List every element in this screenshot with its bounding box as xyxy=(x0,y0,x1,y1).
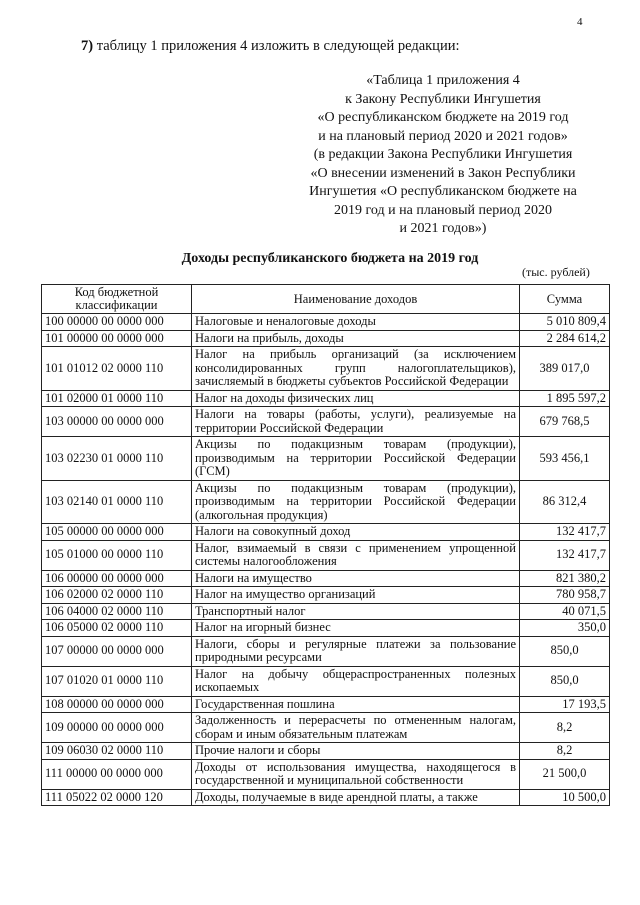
row-sum: 389 017,0 xyxy=(520,347,610,391)
row-code: 103 00000 00 0000 000 xyxy=(42,407,192,437)
row-name: Налог, взимаемый в связи с применением упрощенной системы налогообложения xyxy=(192,540,520,570)
row-sum: 1 895 597,2 xyxy=(520,390,610,407)
table-row xyxy=(42,570,610,587)
heading-line: «О республиканском бюджете на 2019 год xyxy=(317,110,569,125)
row-sum: 132 417,7 xyxy=(520,524,610,541)
row-name: Доходы от использования имущества, находящегося в государственной и муниципальной собственности xyxy=(192,759,520,789)
row-code: 111 05022 02 0000 120 xyxy=(42,789,192,806)
table-row xyxy=(42,407,610,437)
row-code: 106 04000 02 0000 110 xyxy=(42,603,192,620)
row-sum: 8,2 xyxy=(520,713,610,743)
table-title: Доходы республиканского бюджета на 2019 год xyxy=(181,251,479,266)
table-row xyxy=(42,789,610,806)
heading-line: Ингушетия «О республиканском бюджете на xyxy=(309,184,577,199)
row-name: Доходы, получаемые в виде арендной платы, а также xyxy=(192,789,520,806)
units-label: (тыс. рублей) xyxy=(522,265,590,279)
row-code: 101 02000 01 0000 110 xyxy=(42,390,192,407)
row-name: Транспортный налог xyxy=(192,603,520,620)
row-sum: 40 071,5 xyxy=(520,603,610,620)
row-code: 106 02000 02 0000 110 xyxy=(42,587,192,604)
row-name: Прочие налоги и сборы xyxy=(192,743,520,760)
table-row xyxy=(42,713,610,743)
table-heading-block xyxy=(278,72,608,239)
heading-line: «О внесении изменений в Закон Республики xyxy=(310,165,576,181)
heading-line: и на плановый период 2020 и 2021 годов» xyxy=(318,128,568,144)
row-name: Налог на доходы физических лиц xyxy=(192,390,520,407)
table-row xyxy=(42,696,610,713)
row-sum: 821 380,2 xyxy=(520,570,610,587)
table-row xyxy=(42,743,610,760)
table-row xyxy=(42,587,610,604)
row-code: 101 00000 00 0000 000 xyxy=(42,330,192,347)
row-code: 103 02140 01 0000 110 xyxy=(42,480,192,524)
table-row xyxy=(42,636,610,666)
row-sum: 5 010 809,4 xyxy=(520,314,610,331)
row-code: 107 01020 01 0000 110 xyxy=(42,666,192,696)
row-name: Государственная пошлина xyxy=(192,696,520,713)
row-code: 105 01000 00 0000 110 xyxy=(42,540,192,570)
row-code: 108 00000 00 0000 000 xyxy=(42,696,192,713)
row-sum: 17 193,5 xyxy=(520,696,610,713)
table-row xyxy=(42,437,610,481)
row-name: Налог на прибыль организаций (за исключением консолидированных групп налогоплательщиков), зачисляемый в бюджеты субъектов Российской Федерации xyxy=(192,347,520,391)
row-sum: 850,0 xyxy=(520,666,610,696)
table-row xyxy=(42,524,610,541)
row-sum: 132 417,7 xyxy=(520,540,610,570)
row-code: 103 02230 01 0000 110 xyxy=(42,437,192,481)
row-sum: 350,0 xyxy=(520,620,610,637)
row-code: 111 00000 00 0000 000 xyxy=(42,759,192,789)
row-name: Акцизы по подакцизным товарам (продукции), производимым на территории Российской Федерации (алкогольная продукция) xyxy=(192,480,520,524)
table-row xyxy=(42,390,610,407)
row-name: Налоги на имущество xyxy=(192,570,520,587)
instruction-line xyxy=(81,38,460,55)
heading-line: к Закону Республики Ингушетия xyxy=(345,91,541,107)
row-sum: 21 500,0 xyxy=(520,759,610,789)
row-sum: 593 456,1 xyxy=(520,437,610,481)
row-sum: 2 284 614,2 xyxy=(520,330,610,347)
row-sum: 10 500,0 xyxy=(520,789,610,806)
instruction-text: таблицу 1 приложения 4 изложить в следующей редакции: xyxy=(93,38,460,54)
row-code: 106 00000 00 0000 000 xyxy=(42,570,192,587)
heading-line: «Таблица 1 приложения 4 xyxy=(366,73,520,88)
row-code: 101 01012 02 0000 110 xyxy=(42,347,192,391)
table-row xyxy=(42,620,610,637)
row-name: Задолженность и перерасчеты по отмененным налогам, сборам и иным обязательным платежам xyxy=(192,713,520,743)
header-code: Код бюджетной классификации xyxy=(42,285,192,314)
header-sum: Сумма xyxy=(520,285,610,314)
table-row xyxy=(42,540,610,570)
table-header-row xyxy=(42,285,610,314)
header-name: Наименование доходов xyxy=(192,285,520,314)
row-code: 109 06030 02 0000 110 xyxy=(42,743,192,760)
heading-line: 2019 год и на плановый период 2020 xyxy=(334,202,552,218)
row-code: 100 00000 00 0000 000 xyxy=(42,314,192,331)
page-number: 4 xyxy=(577,16,583,28)
table-row xyxy=(42,480,610,524)
row-name: Акцизы по подакцизным товарам (продукции), производимым на территории Российской Федерации (ГСМ) xyxy=(192,437,520,481)
row-name: Налог на имущество организаций xyxy=(192,587,520,604)
row-sum: 780 958,7 xyxy=(520,587,610,604)
row-sum: 86 312,4 xyxy=(520,480,610,524)
row-code: 109 00000 00 0000 000 xyxy=(42,713,192,743)
row-name: Налоги на товары (работы, услуги), реализуемые на территории Российской Федерации xyxy=(192,407,520,437)
row-sum: 679 768,5 xyxy=(520,407,610,437)
row-name: Налоги на совокупный доход xyxy=(192,524,520,541)
row-sum: 850,0 xyxy=(520,636,610,666)
row-sum: 8,2 xyxy=(520,743,610,760)
heading-line: (в редакции Закона Республики Ингушетия xyxy=(313,147,573,162)
table-row xyxy=(42,666,610,696)
row-code: 107 00000 00 0000 000 xyxy=(42,636,192,666)
row-name: Налоги на прибыль, доходы xyxy=(192,330,520,347)
table-row xyxy=(42,603,610,620)
row-name: Налоги, сборы и регулярные платежи за пользование природными ресурсами xyxy=(192,636,520,666)
row-code: 105 00000 00 0000 000 xyxy=(42,524,192,541)
row-name: Налог на игорный бизнес xyxy=(192,620,520,637)
row-name: Налог на добычу общераспространенных полезных ископаемых xyxy=(192,666,520,696)
row-name: Налоговые и неналоговые доходы xyxy=(192,314,520,331)
revenue-table xyxy=(41,284,610,806)
heading-line: и 2021 годов») xyxy=(399,221,487,236)
table-row xyxy=(42,330,610,347)
table-row xyxy=(42,347,610,391)
instruction-number: 7) xyxy=(81,38,94,54)
table-row xyxy=(42,314,610,331)
row-code: 106 05000 02 0000 110 xyxy=(42,620,192,637)
table-row xyxy=(42,759,610,789)
